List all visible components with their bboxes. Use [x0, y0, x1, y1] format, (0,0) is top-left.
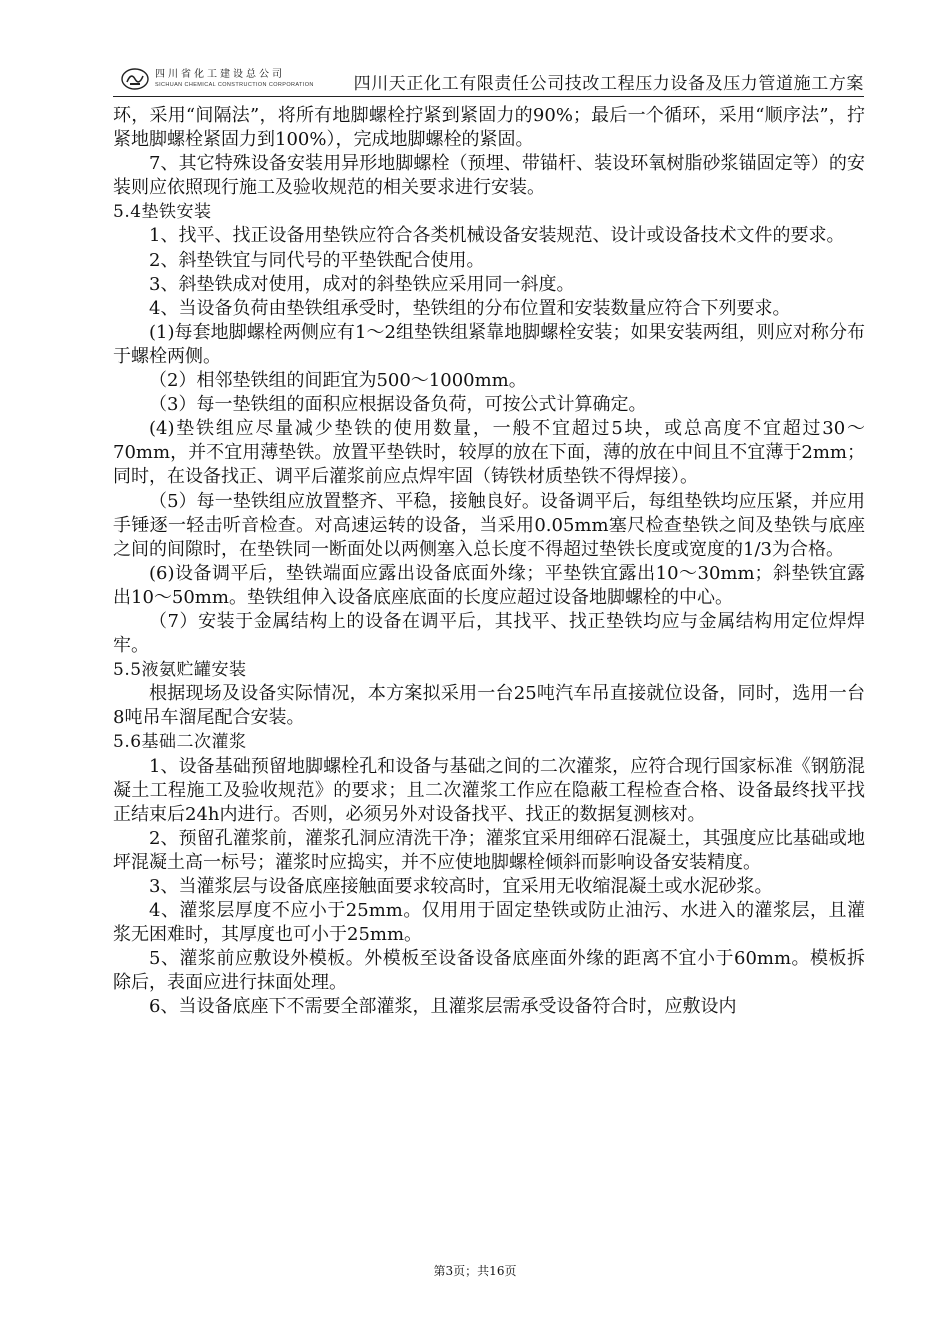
- paragraph: （7）安装于金属结构上的设备在调平后，其找平、找正垫铁均应与金属结构用定位焊焊牢。: [113, 610, 865, 657]
- paragraph: 4、灌浆层厚度不应小于25mm。仅用用于固定垫铁或防止油污、水进入的灌浆层，且灌浆无困难时，其厚度也可小于25mm。: [113, 900, 865, 946]
- document-title: 四川天正化工有限责任公司技改工程压力设备及压力管道施工方案: [353, 74, 864, 94]
- paragraph: （5）每一垫铁组应放置整齐、平稳，接触良好。设备调平后，每组垫铁均应压紧，并应用手锤逐一轻击听音检查。对高速运转的设备，当采用0.05mm塞尺检查垫铁之间及垫铁与底座之间的间隙时，在垫铁同一断面处以两侧塞入总长度不得超过垫铁长度或宽度的1/3为合格。: [113, 490, 865, 560]
- paragraph: 7、其它特殊设备安装用异形地脚螺栓（预埋、带锚杆、装设环氧树脂砂浆锚固定等）的安装则应依照现行施工及验收规范的相关要求进行安装。: [113, 153, 865, 199]
- page-header: [113, 62, 864, 97]
- paragraph: (6)设备调平后，垫铁端面应露出设备底面外缘；平垫铁宜露出10～30mm；斜垫铁宜露出10～50mm。垫铁组伸入设备底座底面的长度应超过设备地脚螺栓的中心。: [113, 562, 865, 608]
- paragraph: 3、当灌浆层与设备底座接触面要求较高时，宜采用无收缩混凝土或水泥砂浆。: [149, 876, 773, 897]
- paragraph: 1、找平、找正设备用垫铁应符合各类机械设备安装规范、设计或设备技术文件的要求。: [149, 225, 845, 247]
- paragraph: 4、当设备负荷由垫铁组承受时，垫铁组的分布位置和安装数量应符合下列要求。: [149, 297, 791, 319]
- page-number: 第3页；共16页: [433, 1264, 517, 1278]
- section-heading: 5.6基础二次灌浆: [113, 732, 247, 753]
- company-logo-icon: [121, 68, 149, 90]
- paragraph: （2）相邻垫铁组的间距宜为500～1000mm。: [149, 370, 527, 392]
- paragraph: 5、灌浆前应敷设外模板。外模板至设备设备底座面外缘的距离不宜小于60mm。模板拆除后，表面应进行抹面处理。: [113, 948, 865, 994]
- company-name-en: SICHUAN CHEMICAL CONSTRUCTION CORPORATION: [155, 82, 314, 88]
- paragraph: 根据现场及设备实际情况，本方案拟采用一台25吨汽车吊直接就位设备，同时，选用一台8吨吊车溜尾配合安装。: [113, 683, 865, 729]
- paragraph: (4)垫铁组应尽量减少垫铁的使用数量，一般不宜超过5块，或总高度不宜超过30～70mm，并不宜用薄垫铁。放置平垫铁时，较厚的放在下面，薄的放在中间且不宜薄于2mm；同时，在设备找正、调平后灌浆前应点焊牢固（铸铁材质垫铁不得焊接）。: [113, 418, 865, 488]
- company-block: [155, 69, 314, 89]
- section-heading: 5.5液氨贮罐安装: [113, 660, 247, 681]
- company-name-cn: 四川省化工建设总公司: [155, 69, 285, 80]
- paragraph: 2、预留孔灌浆前，灌浆孔洞应清洗干净；灌浆宜采用细碎石混凝土，其强度应比基础或地坪混凝土高一标号；灌浆时应捣实，并不应使地脚螺栓倾斜而影响设备安装精度。: [113, 827, 865, 873]
- paragraph: 环，采用“间隔法”，将所有地脚螺栓拧紧到紧固力的90%；最后一个循环，采用“顺序法”，拧紧地脚螺栓紧固力到100%），完成地脚螺栓的紧固。: [113, 105, 865, 151]
- paragraph: (1)每套地脚螺栓两侧应有1～2组垫铁组紧靠地脚螺栓安装；如果安装两组，则应对称分布于螺栓两侧。: [113, 321, 865, 367]
- document-body: [113, 104, 865, 1020]
- paragraph: 2、斜垫铁宜与同代号的平垫铁配合使用。: [149, 249, 485, 271]
- paragraph: （3）每一垫铁组的面积应根据设备负荷，可按公式计算确定。: [149, 394, 647, 416]
- paragraph: 1、设备基础预留地脚螺栓孔和设备与基础之间的二次灌浆，应符合现行国家标准《钢筋混凝土工程施工及验收规范》的要求；且二次灌浆工作应在隐蔽工程检查合格、设备最终找平找正结束后24h内进行。否则，必须另外对设备找平、找正的数据复测核对。: [113, 755, 865, 825]
- section-heading: 5.4垫铁安装: [113, 202, 212, 223]
- paragraph: 3、斜垫铁成对使用，成对的斜垫铁应采用同一斜度。: [149, 273, 575, 295]
- paragraph: 6、当设备底座下不需要全部灌浆，且灌浆层需承受设备符合时，应敷设内: [149, 996, 737, 1018]
